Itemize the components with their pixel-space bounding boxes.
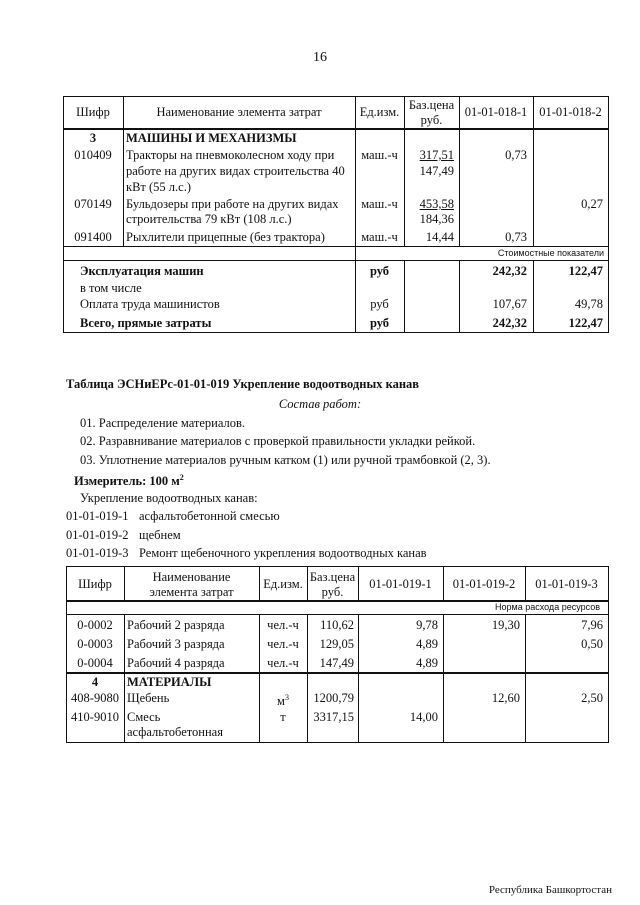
summary-exploitation-name: Эксплуатация машин bbox=[80, 264, 204, 278]
row-price: 14,44 bbox=[425, 230, 454, 244]
row-price: 453,58 bbox=[419, 197, 454, 211]
summary-total-unit: руб bbox=[369, 316, 390, 330]
row-name: Рабочий 4 разряда bbox=[127, 656, 225, 670]
t2-header-code: Шифр bbox=[78, 577, 112, 591]
norm-label: Норма расхода ресурсов bbox=[495, 602, 600, 612]
summary-operators-unit: руб bbox=[370, 297, 389, 311]
row-code: 0-0004 bbox=[77, 656, 113, 670]
summary-total-col1: 242,32 bbox=[492, 316, 527, 330]
row-unit: чел.-ч bbox=[267, 637, 299, 651]
row-col1: 0,73 bbox=[505, 230, 527, 244]
t2-header-name-line2: элемента затрат bbox=[149, 585, 234, 599]
t1-header-name: Наименование элемента затрат bbox=[156, 105, 322, 119]
row-name: Рабочий 2 разряда bbox=[127, 618, 225, 632]
summary-total-col2: 122,47 bbox=[568, 316, 603, 330]
row-col3: 7,96 bbox=[581, 618, 603, 632]
summary-operators-col1: 107,67 bbox=[492, 297, 527, 311]
row-name: Рабочий 3 разряда bbox=[127, 637, 225, 651]
summary-operators-col2: 49,78 bbox=[574, 297, 603, 311]
row-code: 410-9010 bbox=[71, 710, 119, 724]
summary-operators-name: Оплата труда машинистов bbox=[80, 297, 220, 311]
t1-header-col1: 01-01-018-1 bbox=[464, 105, 528, 119]
summary-total-name: Всего, прямые затраты bbox=[80, 316, 212, 330]
t1-header-price-line1: Баз.цена bbox=[408, 98, 455, 112]
subtitle: Укрепление водоотводных канав: bbox=[80, 491, 258, 505]
footer-region: Республика Башкортостан bbox=[488, 884, 612, 896]
row-name: Тракторы на пневмоколесном ходу при bbox=[126, 148, 335, 162]
summary-exploitation-unit: руб bbox=[369, 264, 390, 278]
row-price: 3317,15 bbox=[313, 710, 354, 724]
work-item: 02. Разравнивание материалов с проверкой правильности укладки рейкой. bbox=[80, 434, 476, 448]
indicators-label: Стоимостные показатели bbox=[497, 248, 604, 258]
t1-header-col2: 01-01-018-2 bbox=[539, 105, 602, 119]
t2-header-unit: Ед.изм. bbox=[263, 577, 303, 591]
row-code: 091400 bbox=[74, 230, 112, 244]
row-code: 0-0003 bbox=[77, 637, 113, 651]
row-unit: маш.-ч bbox=[361, 148, 398, 162]
work-heading: Состав работ: bbox=[278, 397, 362, 411]
page-number: 16 bbox=[313, 50, 327, 65]
row-code: 070149 bbox=[74, 197, 112, 211]
meter-label: Измеритель: 100 $м^2$ bbox=[74, 473, 184, 489]
row-col3: 2,50 bbox=[581, 691, 603, 705]
row-unit: маш.-ч bbox=[361, 230, 398, 244]
variant-text: Ремонт щебеночного укрепления водоотводных канав bbox=[139, 546, 427, 560]
t1-section-num: 3 bbox=[89, 131, 97, 145]
t2-header-col2: 01-01-019-2 bbox=[452, 577, 516, 591]
t1-header-price-line2: руб. bbox=[420, 113, 443, 127]
t2-header-price-line1: Баз.цена bbox=[309, 570, 356, 584]
row-col1: 14,00 bbox=[409, 710, 438, 724]
variant-code: 01-01-019-3 bbox=[66, 546, 129, 560]
row-price: 1200,79 bbox=[313, 691, 354, 705]
work-item: 01. Распределение материалов. bbox=[80, 416, 246, 430]
row-unit: маш.-ч bbox=[361, 197, 398, 211]
row-col1: 4,89 bbox=[416, 637, 438, 651]
row-col1: 4,89 bbox=[416, 656, 438, 670]
row-price: 317,51 bbox=[419, 148, 454, 162]
t1-header-unit: Ед.изм. bbox=[359, 105, 400, 119]
row-col2: 0,27 bbox=[581, 197, 603, 211]
summary-exploitation-col2: 122,47 bbox=[568, 264, 603, 278]
row-name: Рыхлители прицепные (без трактора) bbox=[126, 230, 325, 244]
row-name: Бульдозеры при работе на других видах bbox=[126, 197, 339, 211]
row-price: 147,49 bbox=[319, 656, 354, 670]
t2-header-col1: 01-01-019-1 bbox=[369, 577, 432, 591]
row-col2: 19,30 bbox=[491, 618, 520, 632]
row-name: кВт (55 л.с.) bbox=[126, 180, 191, 194]
row-col2: 12,60 bbox=[491, 691, 520, 705]
row-code: 0-0002 bbox=[77, 618, 113, 632]
table-title: Таблица ЭСНиЕРс-01-01-019 Укрепление водоотводных канав bbox=[66, 377, 420, 391]
row-code: 010409 bbox=[74, 148, 112, 162]
t2-header-price-line2: руб. bbox=[321, 585, 344, 599]
t2-header-name-line1: Наименование bbox=[152, 570, 231, 584]
variant-code: 01-01-019-1 bbox=[66, 509, 129, 523]
row-unit: чел.-ч bbox=[267, 656, 299, 670]
row-unit: $м^3$ bbox=[277, 693, 289, 709]
row-price-secondary: 147,49 bbox=[419, 164, 454, 178]
t2-section-num: 4 bbox=[91, 675, 99, 689]
t2-section-title: МАТЕРИАЛЫ bbox=[127, 675, 212, 689]
row-name: строительства 79 кВт (108 л.с.) bbox=[126, 212, 292, 226]
variant-text: щебнем bbox=[139, 528, 181, 542]
row-col3: 0,50 bbox=[581, 637, 603, 651]
row-price: 129,05 bbox=[319, 637, 354, 651]
t1-header-code: Шифр bbox=[76, 105, 110, 119]
t2-header-col3: 01-01-019-3 bbox=[535, 577, 598, 591]
row-price: 110,62 bbox=[320, 618, 354, 632]
variant-code: 01-01-019-2 bbox=[66, 528, 129, 542]
row-name: Смесь bbox=[127, 710, 161, 724]
row-code: 408-9080 bbox=[71, 691, 119, 705]
row-price-secondary: 184,36 bbox=[419, 212, 454, 226]
row-unit: т bbox=[280, 710, 286, 724]
variant-text: асфальтобетонной смесью bbox=[139, 509, 280, 523]
row-name: асфальтобетонная bbox=[127, 725, 223, 739]
row-col1: 0,73 bbox=[505, 148, 527, 162]
row-name: Щебень bbox=[127, 691, 170, 705]
row-col1: 9,78 bbox=[416, 618, 438, 632]
row-name: работе на других видах строительства 40 bbox=[126, 164, 345, 178]
summary-exploitation-col1: 242,32 bbox=[492, 264, 527, 278]
summary-incl-label: в том числе bbox=[80, 281, 142, 295]
t1-section-title: МАШИНЫ И МЕХАНИЗМЫ bbox=[126, 131, 297, 145]
work-item: 03. Уплотнение материалов ручным катком (1) или ручной трамбовкой (2, 3). bbox=[80, 453, 491, 467]
row-unit: чел.-ч bbox=[267, 618, 299, 632]
